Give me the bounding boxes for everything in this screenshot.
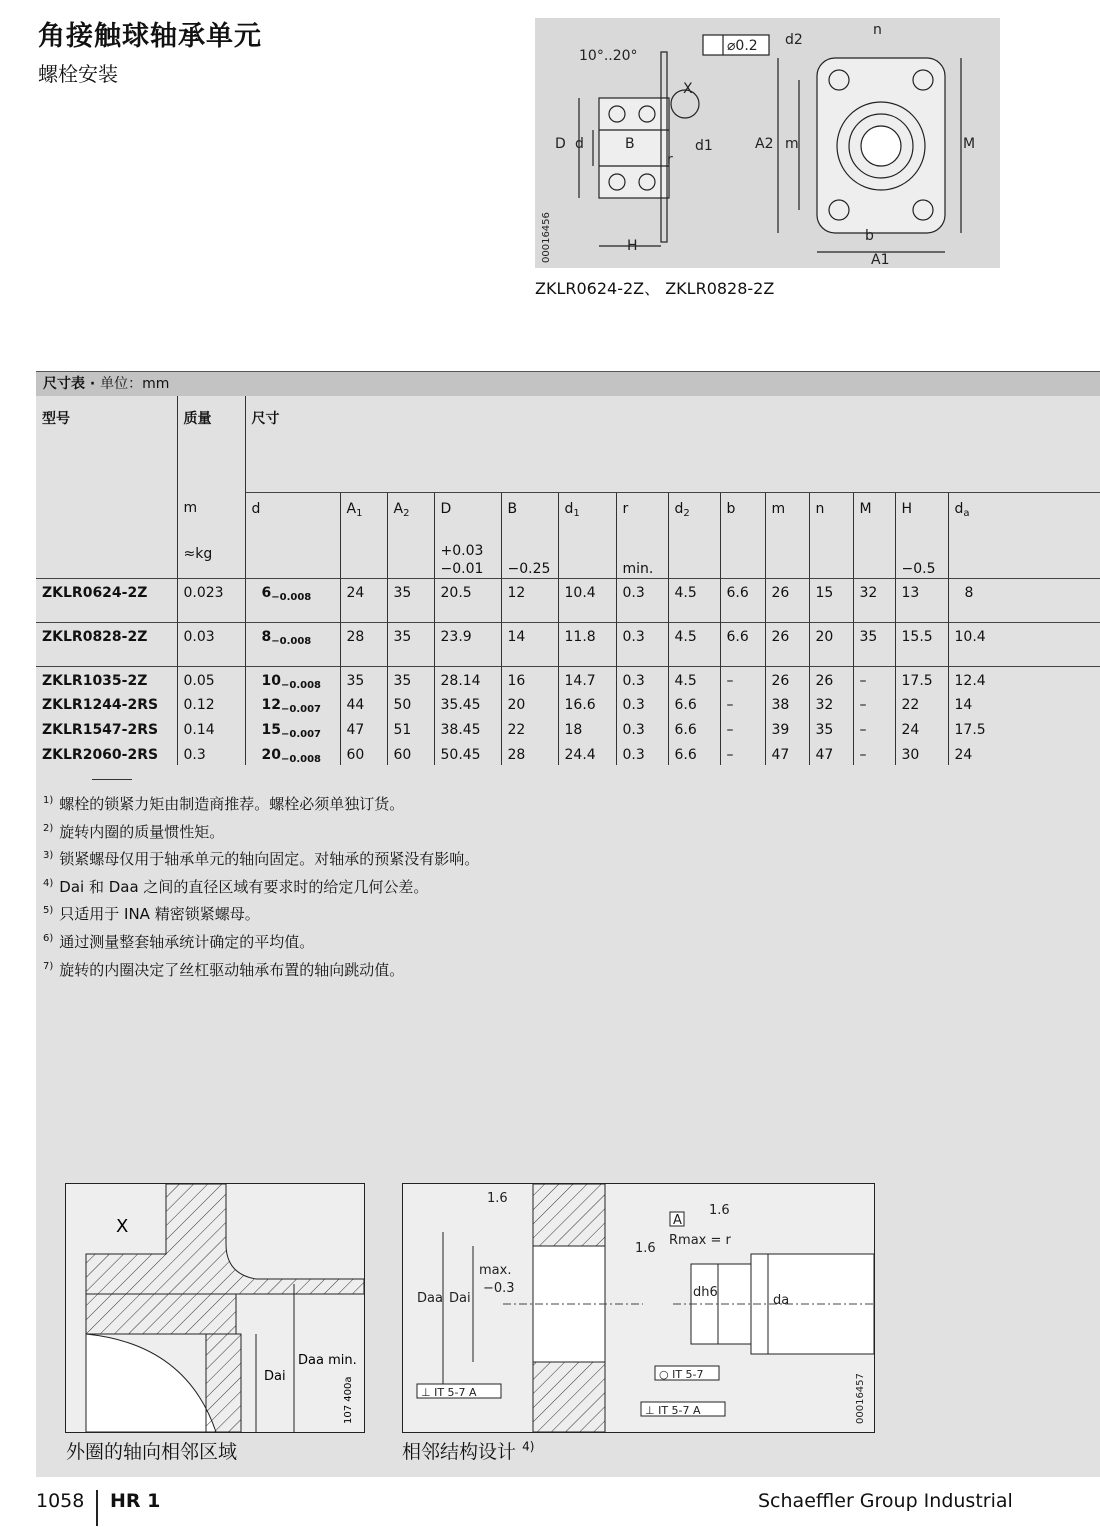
cell-H: 15.5	[895, 622, 948, 666]
footnote	[43, 789, 479, 817]
dim-tolerance-n	[809, 536, 853, 578]
col-mass-header: 质量	[177, 396, 245, 492]
label-m: m	[785, 136, 799, 152]
cell-d: $10_{-0.008}$	[245, 666, 340, 691]
cell-d1: 14.7	[558, 666, 616, 691]
cell-r: 0.3	[616, 578, 668, 622]
cell-d: $8_{-0.008}$	[245, 622, 340, 666]
label-max: max.	[479, 1263, 512, 1278]
cell-mass: 0.3	[177, 741, 245, 765]
label-angle: 10°..20°	[579, 48, 638, 64]
label-daa: Daa	[417, 1291, 443, 1306]
cell-M: 35	[853, 622, 895, 666]
label-dai: Dai	[264, 1369, 286, 1384]
cell-d2: 6.6	[668, 741, 720, 765]
footnote-rule	[92, 779, 132, 780]
cell-mass: 0.023	[177, 578, 245, 622]
cell-n: 47	[809, 741, 853, 765]
dim-symbol-d2: $d_2$	[668, 492, 720, 536]
dim-symbol-H: H	[895, 492, 948, 536]
table-row	[36, 622, 1100, 666]
footnote	[43, 899, 479, 927]
cell-M: –	[853, 666, 895, 691]
caption-footnote-ref: 4)	[522, 1439, 535, 1454]
cell-A1: 35	[340, 666, 387, 691]
label-x: X	[683, 81, 693, 97]
footnote	[43, 817, 479, 845]
dimension-table	[36, 396, 1100, 765]
table-row	[36, 716, 1100, 741]
dim-tolerance-d2	[668, 536, 720, 578]
cell-A2: 35	[387, 578, 434, 622]
cell-da: 14	[948, 691, 1100, 716]
cell-da: 24	[948, 741, 1100, 765]
dim-symbol-D: D	[434, 492, 501, 536]
dim-tolerance-B: −0.25	[501, 536, 558, 578]
cell-A1: 28	[340, 622, 387, 666]
footnote	[43, 955, 479, 983]
dim-tolerance-d1	[558, 536, 616, 578]
page-subtitle: 螺栓安装	[38, 62, 118, 86]
cell-n: 15	[809, 578, 853, 622]
table-row	[36, 741, 1100, 765]
cell-m: 26	[765, 578, 809, 622]
cell-b: 6.6	[720, 578, 765, 622]
table-row	[36, 666, 1100, 691]
dim-tolerance-m	[765, 536, 809, 578]
cell-B: 28	[501, 741, 558, 765]
cell-H: 13	[895, 578, 948, 622]
cell-n: 32	[809, 691, 853, 716]
cell-model: ZKLR0624-2Z	[36, 578, 177, 622]
cell-A2: 60	[387, 741, 434, 765]
cell-M: 32	[853, 578, 895, 622]
footnote-text: 旋转的内圈决定了丝杠驱动轴承布置的轴向跳动值。	[59, 960, 405, 979]
footnote-text: 螺栓的锁紧力矩由制造商推荐。螺栓必须单独订货。	[59, 795, 405, 813]
footnote-text: 通过测量整套轴承统计确定的平均值。	[59, 932, 315, 951]
cell-b: –	[720, 691, 765, 716]
cell-D: 50.45	[434, 741, 501, 765]
dim-symbol-d1: $d_1$	[558, 492, 616, 536]
cell-B: 12	[501, 578, 558, 622]
cell-r: 0.3	[616, 741, 668, 765]
footnote-text: 锁紧螺母仅用于轴承单元的轴向固定。对轴承的预紧没有影响。	[59, 850, 480, 869]
page-number: 1058	[36, 1490, 85, 1512]
label-r: r	[667, 152, 673, 168]
label-A2: A2	[755, 136, 774, 152]
cell-b: –	[720, 666, 765, 691]
label-rmax: Rmax = r	[669, 1233, 731, 1248]
cell-M: –	[853, 716, 895, 741]
cell-B: 16	[501, 666, 558, 691]
tolerance-frame-2: ○ IT 5-7	[659, 1368, 704, 1381]
tolerance-row	[36, 536, 1100, 578]
label-D: D	[555, 136, 566, 152]
dim-tolerance-A2	[387, 536, 434, 578]
label-M: M	[963, 136, 976, 152]
dim-symbol-A2: $A_2$	[387, 492, 434, 536]
label-daa-min: Daa min.	[298, 1353, 357, 1368]
cell-r: 0.3	[616, 716, 668, 741]
cell-d2: 4.5	[668, 622, 720, 666]
cell-M: –	[853, 741, 895, 765]
label-dai: Dai	[449, 1291, 471, 1306]
dim-tolerance-A1	[340, 536, 387, 578]
footnote-number: 1)	[43, 795, 54, 806]
dim-symbol-A1: $A_1$	[340, 492, 387, 536]
dim-tolerance-H: −0.5	[895, 536, 948, 578]
cell-H: 17.5	[895, 666, 948, 691]
cell-d: $6_{-0.008}$	[245, 578, 340, 622]
footnote-text: 旋转内圈的质量惯性矩。	[59, 822, 225, 841]
cell-B: 20	[501, 691, 558, 716]
dim-symbol-n: n	[809, 492, 853, 536]
cell-da: 8	[948, 578, 1100, 622]
table-header-bar	[36, 371, 1100, 396]
cell-d1: 16.6	[558, 691, 616, 716]
label-datum-a: A	[673, 1213, 682, 1228]
caption-text: 相邻结构设计	[402, 1441, 517, 1463]
cell-da: 17.5	[948, 716, 1100, 741]
section-label: HR 1	[110, 1490, 161, 1512]
cell-B: 22	[501, 716, 558, 741]
cell-d: $12_{-0.007}$	[245, 691, 340, 716]
table-row	[36, 691, 1100, 716]
footnotes	[43, 789, 479, 982]
table-row	[36, 578, 1100, 622]
table-unit: 单位：mm	[100, 376, 170, 392]
dim-symbol-r: r	[616, 492, 668, 536]
label-d: d	[575, 136, 584, 152]
dim-tolerance-d	[245, 536, 340, 578]
company-name: Schaeffler Group Industrial	[758, 1490, 1013, 1512]
cell-d1: 24.4	[558, 741, 616, 765]
cell-A1: 47	[340, 716, 387, 741]
cell-d1: 18	[558, 716, 616, 741]
cell-A1: 24	[340, 578, 387, 622]
cell-n: 35	[809, 716, 853, 741]
dim-symbol-m: m	[765, 492, 809, 536]
label-n: n	[873, 22, 882, 38]
label-roughness-2: 1.6	[709, 1203, 730, 1218]
cell-D: 20.5	[434, 578, 501, 622]
cell-model: ZKLR0828-2Z	[36, 622, 177, 666]
outer-ring-caption: 外圈的轴向相邻区域	[66, 1441, 238, 1463]
cell-A2: 50	[387, 691, 434, 716]
adjacent-design-figure	[402, 1183, 875, 1433]
footnote-number: 2)	[43, 822, 54, 834]
cell-D: 28.14	[434, 666, 501, 691]
cell-b: –	[720, 716, 765, 741]
cell-b: –	[720, 741, 765, 765]
footnote	[43, 844, 479, 872]
cell-r: 0.3	[616, 666, 668, 691]
cell-mass: 0.05	[177, 666, 245, 691]
cell-b: 6.6	[720, 622, 765, 666]
cell-n: 20	[809, 622, 853, 666]
label-tolerance: ⌀0.2	[727, 38, 758, 54]
cell-d1: 10.4	[558, 578, 616, 622]
table-title: 尺寸表 ·	[43, 376, 101, 392]
outer-ring-figure	[65, 1183, 365, 1433]
cell-d: $20_{-0.008}$	[245, 741, 340, 765]
footnote-number: 3)	[43, 850, 54, 862]
label-roughness-1: 1.6	[487, 1191, 508, 1206]
dim-tolerance-b	[720, 536, 765, 578]
dim-tolerance-r: min.	[616, 536, 668, 578]
cell-D: 35.45	[434, 691, 501, 716]
dim-tolerance-D: +0.03 −0.01	[434, 536, 501, 578]
cell-r: 0.3	[616, 691, 668, 716]
mass-symbol: m	[177, 492, 245, 536]
cell-m: 47	[765, 741, 809, 765]
cell-m: 26	[765, 622, 809, 666]
dim-symbol-d: d	[245, 492, 340, 536]
cell-model: ZKLR2060-2RS	[42, 747, 159, 763]
label-H: H	[627, 238, 638, 254]
cell-d2: 6.6	[668, 691, 720, 716]
cell-n: 26	[809, 666, 853, 691]
cell-A1: 60	[340, 741, 387, 765]
cell-D: 38.45	[434, 716, 501, 741]
cell-A1: 44	[340, 691, 387, 716]
cell-model: ZKLR1244-2RS	[42, 697, 159, 713]
figure-id: 00016457	[855, 1373, 866, 1424]
label-d2: d2	[785, 32, 803, 48]
cell-mass: 0.12	[177, 691, 245, 716]
footnote-number: 4)	[43, 877, 54, 889]
top-figure-caption: ZKLR0624-2Z、 ZKLR0828-2Z	[535, 279, 775, 298]
cell-H: 24	[895, 716, 948, 741]
col-dims-header: 尺寸	[245, 396, 1100, 492]
cell-model: ZKLR1035-2Z	[36, 666, 177, 691]
label-max-value: −0.3	[483, 1281, 515, 1296]
cell-da: 10.4	[948, 622, 1100, 666]
cell-da: 12.4	[948, 666, 1100, 691]
cell-m: 39	[765, 716, 809, 741]
footnote	[43, 872, 479, 900]
cell-m: 26	[765, 666, 809, 691]
cell-mass: 0.14	[177, 716, 245, 741]
footnote	[43, 927, 479, 955]
dim-symbol-B: B	[501, 492, 558, 536]
bearing-unit-drawing	[535, 18, 1000, 268]
dim-symbol-da: $d_a$	[948, 492, 1100, 536]
figure-id: 107 400a	[343, 1376, 354, 1424]
cell-M: –	[853, 691, 895, 716]
cell-d1: 11.8	[558, 622, 616, 666]
symbol-row	[36, 492, 1100, 536]
cell-mass: 0.03	[177, 622, 245, 666]
dim-symbol-b: b	[720, 492, 765, 536]
col-model-header: 型号	[42, 411, 70, 427]
label-b: b	[865, 228, 874, 244]
label-dh6: dh6	[693, 1285, 718, 1300]
adjacent-design-caption	[402, 1437, 534, 1464]
page-title: 角接触球轴承单元	[38, 21, 262, 52]
cell-B: 14	[501, 622, 558, 666]
tolerance-frame-3: ⊥ IT 5-7 A	[645, 1404, 701, 1417]
cell-A2: 35	[387, 622, 434, 666]
footnote-number: 6)	[43, 932, 54, 944]
cell-d: $15_{-0.007}$	[245, 716, 340, 741]
cell-H: 22	[895, 691, 948, 716]
mass-unit: ≈kg	[177, 536, 245, 578]
footnote-number: 7)	[43, 960, 54, 972]
footnote-number: 5)	[43, 905, 54, 917]
tolerance-frame-1: ⊥ IT 5-7 A	[421, 1386, 477, 1399]
cell-model: ZKLR1547-2RS	[42, 722, 159, 738]
dim-tolerance-da	[948, 536, 1100, 578]
label-B: B	[625, 136, 635, 152]
cell-H: 30	[895, 741, 948, 765]
cell-d2: 6.6	[668, 716, 720, 741]
cell-d2: 4.5	[668, 666, 720, 691]
cell-D: 23.9	[434, 622, 501, 666]
cell-m: 38	[765, 691, 809, 716]
dim-tolerance-M	[853, 536, 895, 578]
figure-id: 00016456	[541, 212, 552, 263]
footnote-text: 只适用于 INA 精密锁紧螺母。	[59, 905, 260, 924]
label-roughness-3: 1.6	[635, 1241, 656, 1256]
label-x: X	[116, 1216, 129, 1237]
label-da: da	[773, 1293, 790, 1308]
cell-A2: 35	[387, 666, 434, 691]
label-d1: d1	[695, 138, 713, 154]
label-A1: A1	[871, 252, 890, 268]
footnote-text: Dai 和 Daa 之间的直径区域有要求时的给定几何公差。	[59, 877, 429, 896]
footer-separator	[96, 1490, 98, 1526]
cell-A2: 51	[387, 716, 434, 741]
cell-d2: 4.5	[668, 578, 720, 622]
cell-r: 0.3	[616, 622, 668, 666]
dim-symbol-M: M	[853, 492, 895, 536]
